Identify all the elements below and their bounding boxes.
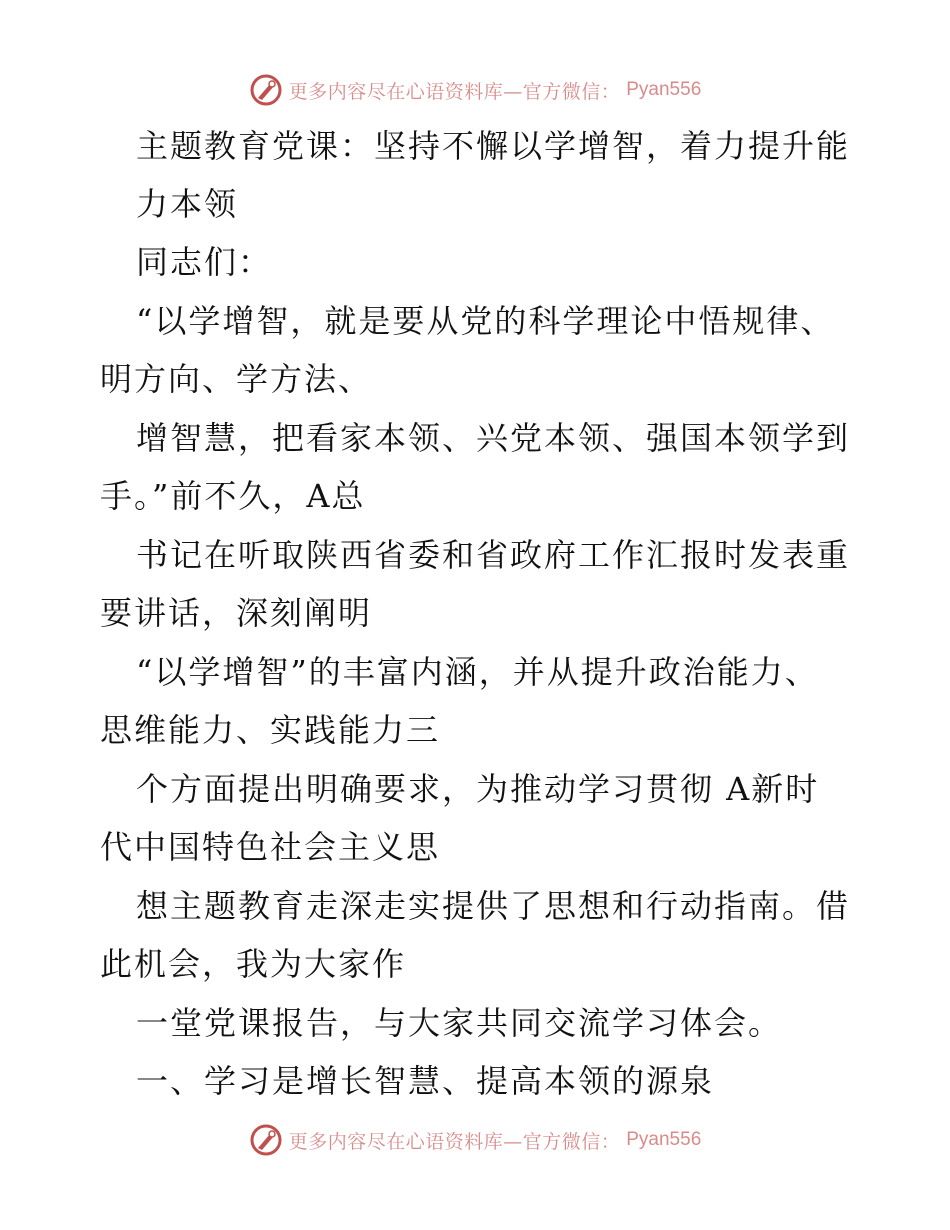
pen-nib-logo-icon [249,1123,283,1157]
paragraph-line: 思维能力、实践能力三 [100,711,441,749]
watermark-text: 更多内容尽在心语资料库—官方微信： [288,80,621,103]
paragraph-line: 代中国特色社会主义思 [100,828,441,866]
footer-watermark [0,1120,950,1160]
paragraph-line: 一堂党课报告，与大家共同交流学习体会。 [136,1004,783,1042]
section-heading: 一、学习是增长智慧、提高本领的源泉 [136,1062,715,1100]
paragraph-line: 书记在听取陕西省委和省政府工作汇报时发表重 [136,536,851,574]
title-line-2: 力本领 [136,185,239,223]
pen-nib-logo-icon [249,73,283,107]
header-watermark [0,70,950,110]
paragraph-line: 此机会，我为大家作 [100,945,407,983]
paragraph-line: 想主题教育走深走实提供了思想和行动指南。借 [136,887,851,925]
paragraph-line: “以学增智”的丰富内涵，并从提升政治能力、 [136,653,819,691]
paragraph-line: 明方向、学方法、 [100,360,373,398]
paragraph-line: 要讲话，深刻阐明 [100,594,373,632]
title-line-1: 主题教育党课：坚持不懈以学增智，着力提升能 [136,127,851,165]
watermark-handle: Pyan556 [626,79,702,100]
paragraph-line: “以学增智，就是要从党的科学理论中悟规律、 [136,302,835,340]
paragraph-line: 增智慧，把看家本领、兴党本领、强国本领学到 [136,419,851,457]
watermark-handle: Pyan556 [626,1129,702,1150]
paragraph-line: 手。”前不久，A总 [100,477,366,515]
watermark-text: 更多内容尽在心语资料库—官方微信： [288,1130,621,1153]
salutation: 同志们： [136,243,273,281]
paragraph-line: 个方面提出明确要求，为推动学习贯彻 A新时 [136,770,820,808]
